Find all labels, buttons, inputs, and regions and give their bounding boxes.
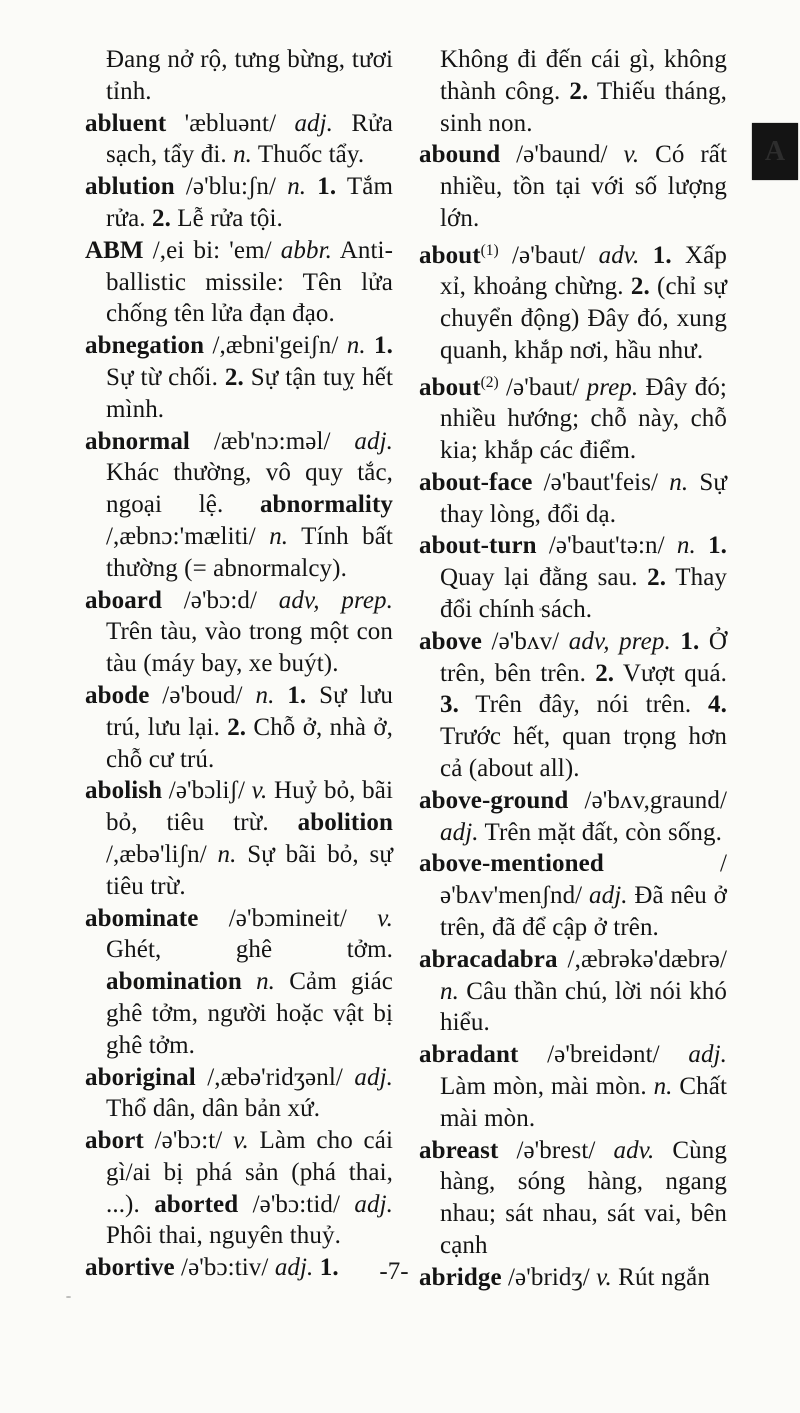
- dictionary-entry: [419, 1039, 727, 1134]
- bold-text: aboard: [85, 586, 163, 614]
- bold-text: 1.: [319, 1254, 339, 1282]
- text-run: /ə'baut/: [498, 241, 599, 269]
- italic-label: adj.: [354, 1190, 393, 1218]
- bold-text: ABM: [85, 236, 144, 264]
- text-run: /,æbrəkə'dæbrə/: [557, 945, 727, 973]
- italic-label: v.: [233, 1127, 249, 1155]
- bold-text: abortive: [85, 1254, 175, 1282]
- dictionary-entry: [419, 944, 727, 1039]
- text-run: Làm mòn, mài mòn.: [440, 1073, 654, 1100]
- scan-speck: [66, 1296, 71, 1298]
- bold-text: 2.: [595, 659, 615, 687]
- bold-text: 2.: [227, 713, 247, 741]
- bold-text: above: [419, 627, 482, 655]
- bold-text: abode: [85, 681, 150, 709]
- bold-text: abolish: [85, 777, 163, 805]
- dictionary-entry: [419, 785, 727, 849]
- text-run: /ə'bɔliʃ/: [162, 777, 252, 805]
- text-run: Phôi thai, nguyên thuỷ.: [106, 1222, 341, 1250]
- bold-text: 2.: [647, 564, 667, 592]
- text-run: [671, 628, 681, 655]
- dictionary-entry: [85, 108, 393, 172]
- dictionary-entry: [419, 530, 727, 625]
- text-run: 'æbluənt/: [166, 109, 295, 137]
- superscript: (1): [480, 241, 499, 259]
- italic-label: adj.: [354, 1063, 393, 1091]
- bold-text: abnegation: [85, 332, 205, 360]
- text-run: /ə'bʌv/: [482, 627, 569, 655]
- dictionary-entry: [85, 235, 393, 330]
- bold-text: abolition: [297, 809, 393, 837]
- right-column: [419, 44, 727, 1294]
- bold-text: about-turn: [419, 532, 537, 560]
- text-run: /ə'boud/: [149, 681, 256, 709]
- text-run: Sự thay lòng, đổi dạ.: [440, 468, 727, 528]
- bold-text: 2.: [224, 363, 244, 391]
- text-run: /,æbə'ridʒənl/: [195, 1063, 355, 1091]
- bold-text: about: [419, 241, 481, 269]
- text-run: Rút ngắn: [611, 1263, 710, 1291]
- italic-label: prep.: [586, 373, 639, 401]
- bold-text: 1.: [680, 627, 700, 655]
- text-run: Rửa sạch, tẩy đi.: [106, 109, 393, 169]
- text-run: /ə'bɔ:tiv/: [174, 1254, 275, 1282]
- text-run: Huỷ bỏ, bãi bỏ, tiêu trừ.: [106, 777, 394, 837]
- text-run: Chỗ ở, nhà ở, chỗ cư trú.: [106, 713, 393, 773]
- italic-label: n.: [676, 532, 696, 560]
- bold-text: abradant: [419, 1041, 519, 1069]
- bold-text: aboriginal: [85, 1063, 196, 1091]
- text-run: Sự từ chối.: [106, 363, 225, 391]
- italic-label: adj.: [354, 427, 393, 455]
- entry-continuation: [419, 44, 727, 139]
- text-run: /æb'nɔ:məl/: [189, 427, 355, 455]
- italic-label: n.: [255, 681, 275, 709]
- italic-label: n.: [440, 977, 459, 1005]
- text-run: Xấp xỉ, khoảng chừng.: [440, 241, 727, 301]
- text-run: Tính bất thường (= abnormalcy).: [106, 522, 393, 582]
- thumb-index-tab: [752, 123, 798, 180]
- italic-label: n.: [217, 840, 237, 868]
- bold-text: abound: [419, 141, 501, 169]
- italic-label: adv, prep.: [278, 586, 393, 614]
- text-run: Lễ rửa tội.: [170, 204, 283, 232]
- italic-label: v.: [623, 141, 640, 169]
- bold-text: abort: [85, 1127, 144, 1155]
- text-run: /ə'baut/: [498, 373, 587, 401]
- thumb-tab-letter: A: [764, 135, 786, 167]
- dictionary-entry: [419, 235, 727, 367]
- dictionary-entry: [419, 848, 727, 943]
- text-run: Đây đó; nhiều hướng; chỗ này, chỗ kia; khắp các điểm.: [440, 373, 727, 465]
- dictionary-entry: [85, 775, 393, 902]
- bold-text: 1.: [652, 241, 672, 269]
- text-run: /,æbnɔ:'mæliti/: [106, 522, 270, 550]
- italic-label: adv.: [613, 1136, 655, 1164]
- text-run: /ə'breidənt/: [518, 1041, 689, 1069]
- italic-label: n.: [653, 1073, 673, 1100]
- text-run: /,ei bi: 'em/: [143, 236, 281, 264]
- superscript: (2): [480, 373, 499, 391]
- bold-text: abracadabra: [419, 945, 558, 973]
- text-run: Đã nêu ở trên, đã để cập ở trên.: [440, 882, 727, 942]
- text-run: Thuốc tẩy.: [252, 141, 365, 169]
- dictionary-entry: [85, 1125, 393, 1252]
- dictionary-entry: [85, 171, 393, 235]
- left-column: [85, 44, 393, 1284]
- text-run: [306, 173, 317, 200]
- text-run: /ə'bɔ:tid/: [238, 1190, 355, 1218]
- bold-text: abomination: [106, 968, 242, 996]
- italic-label: adv.: [598, 241, 640, 269]
- text-run: Thay đổi chính sách.: [440, 564, 727, 624]
- text-run: Ghét, ghê tởm.: [106, 936, 393, 964]
- text-run: /,æbni'geiʃn/: [204, 332, 347, 360]
- text-run: Sự lưu trú, lưu lại.: [106, 681, 393, 741]
- text-run: (chỉ sự chuyển động) Đây đó, xung quanh, khắp nơi, hầu như.: [440, 273, 727, 364]
- bold-text: 2.: [569, 77, 589, 105]
- text-run: /ə'baut'feis/: [532, 468, 670, 496]
- text-run: /ə'bʌv,graund/: [568, 786, 727, 814]
- text-run: Ở trên, bên trên.: [440, 627, 727, 687]
- text-run: Thổ dân, dân bản xứ.: [106, 1095, 321, 1123]
- text-run: [696, 532, 708, 559]
- italic-label: n.: [256, 968, 276, 996]
- bold-text: above-ground: [419, 786, 569, 814]
- text-run: Sự tận tuỵ hết mình.: [106, 363, 394, 423]
- text-run: [640, 242, 653, 269]
- text-run: /ə'bʌv'menʃnd/: [440, 850, 727, 910]
- bold-text: 1.: [374, 332, 393, 360]
- entry-continuation: [85, 44, 393, 108]
- text-run: Đang nở rộ, tưng bừng, tươi tỉnh.: [106, 46, 393, 105]
- text-run: Tắm rửa.: [106, 173, 393, 232]
- bold-text: 1.: [287, 681, 307, 709]
- text-run: Chất mài mòn.: [440, 1073, 727, 1132]
- bold-text: about: [419, 373, 481, 401]
- bold-text: abominate: [85, 904, 199, 932]
- bold-text: abnormality: [259, 491, 393, 519]
- text-run: [242, 968, 256, 995]
- text-run: /,æbə'liʃn/: [106, 840, 218, 868]
- text-run: Trước hết, quan trọng hơn cả (about all).: [440, 723, 727, 783]
- italic-label: adj.: [294, 109, 334, 137]
- dictionary-entry: [85, 903, 393, 1062]
- bold-text: 2.: [630, 273, 650, 301]
- bold-text: about-face: [419, 468, 533, 496]
- text-run: Sự bãi bỏ, sự tiêu trừ.: [106, 840, 393, 900]
- italic-label: n.: [269, 522, 289, 550]
- bold-text: 2.: [151, 204, 171, 232]
- text-run: Trên đây, nói trên.: [458, 691, 709, 719]
- italic-label: adj.: [589, 882, 628, 910]
- bold-text: abnormal: [85, 427, 190, 455]
- italic-label: adj.: [440, 818, 479, 846]
- bold-text: 1.: [317, 173, 337, 201]
- dictionary-entry: [419, 367, 727, 467]
- text-run: Làm cho cái gì/ai bị phá sản (phá thai, ...).: [106, 1127, 394, 1218]
- text-run: /ə'bɔ:d/: [162, 586, 279, 614]
- text-run: /ə'bɔmineit/: [198, 904, 378, 932]
- bold-text: abreast: [419, 1136, 499, 1164]
- text-run: Câu thần chú, lời nói khó hiểu.: [440, 977, 727, 1037]
- text-run: Không đi đến cái gì, không thành công.: [440, 46, 727, 105]
- dictionary-entry: [85, 680, 393, 775]
- italic-label: v.: [377, 904, 393, 932]
- text-run: Anti-ballistic missile: Tên lửa chống tên lửa đạn đạo.: [106, 236, 393, 328]
- italic-label: n.: [346, 332, 366, 360]
- italic-label: n.: [669, 468, 689, 496]
- italic-label: v.: [596, 1263, 612, 1291]
- italic-label: n.: [233, 141, 253, 169]
- text-run: /ə'brest/: [498, 1136, 614, 1164]
- italic-label: adj.: [688, 1041, 727, 1069]
- bold-text: 4.: [708, 691, 727, 719]
- bold-text: ablution: [85, 173, 175, 201]
- text-run: Quay lại đằng sau.: [440, 564, 648, 592]
- text-run: /ə'bridʒ/: [501, 1263, 597, 1291]
- italic-label: v.: [251, 777, 268, 805]
- bold-text: above-mentioned: [419, 850, 604, 878]
- dictionary-entry: [419, 626, 727, 785]
- text-run: /ə'baut'tə:n/: [536, 532, 677, 560]
- dictionary-entry: [85, 585, 393, 680]
- italic-label: adv, prep.: [568, 627, 671, 655]
- italic-label: n.: [287, 173, 307, 201]
- dictionary-entry: [419, 1135, 727, 1262]
- bold-text: abluent: [85, 109, 167, 137]
- text-run: Vượt quá.: [614, 659, 727, 687]
- dictionary-entry: [85, 330, 393, 425]
- dictionary-entry: [419, 467, 727, 531]
- text-run: Trên mặt đất, còn sống.: [478, 818, 722, 846]
- text-run: Cảm giác ghê tởm, người hoặc vật bị ghê tởm.: [106, 968, 393, 1059]
- text-run: [274, 682, 287, 709]
- text-run: /ə'bɔ:t/: [143, 1127, 234, 1155]
- scan-speck: [539, 608, 542, 611]
- text-run: Thiếu tháng, sinh non.: [440, 77, 727, 137]
- text-run: Trên tàu, vào trong một con tàu (máy bay, xe buýt).: [106, 618, 393, 678]
- italic-label: adj.: [274, 1254, 314, 1282]
- bold-text: aborted: [154, 1190, 239, 1218]
- dictionary-entry: [419, 139, 727, 234]
- text-run: Khác thường, vô quy tắc, ngoại lệ.: [106, 459, 393, 519]
- text-run: Cùng hàng, sóng hàng, ngang nhau; sát nhau, sát vai, bên cạnh: [440, 1136, 727, 1259]
- bold-text: 3.: [440, 691, 459, 719]
- italic-label: abbr.: [280, 236, 332, 264]
- text-run: /ə'blu:ʃn/: [174, 173, 288, 201]
- text-run: [366, 332, 374, 359]
- bold-text: abridge: [419, 1263, 502, 1291]
- dictionary-entry: [85, 426, 393, 585]
- bold-text: 1.: [708, 532, 728, 560]
- dictionary-entry: [85, 1062, 393, 1126]
- text-run: /ə'baund/: [500, 141, 624, 169]
- text-run: Có rất nhiều, tồn tại với số lượng lớn.: [440, 141, 727, 232]
- page-number: -7-: [379, 1258, 409, 1285]
